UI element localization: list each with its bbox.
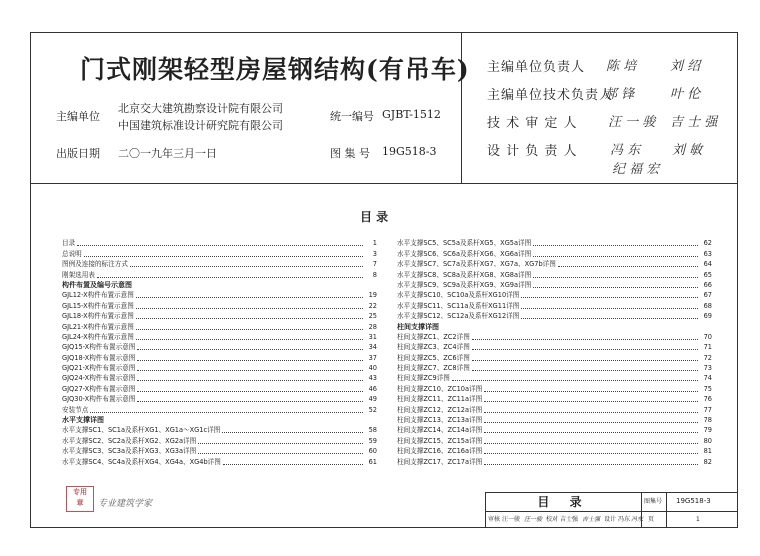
toc-entry [397, 404, 712, 414]
toc-entry [62, 259, 377, 269]
toc-entry [397, 415, 712, 425]
atlas-no-cell: 19G518-3 [676, 497, 711, 505]
toc-page-number: 63 [703, 249, 712, 258]
title-block-name: 目 录 [537, 495, 590, 509]
toc-page-number: 74 [703, 374, 712, 383]
toc-page-number: 8 [372, 270, 377, 279]
designer-name: 冯东 [618, 516, 631, 523]
toc-page-number: 28 [368, 322, 377, 331]
toc-entry [397, 394, 712, 404]
signature-4b: 刘 敏 [672, 143, 703, 158]
toc-page-number: 80 [703, 436, 712, 445]
responsible-role-3: 技 术 审 定 人 [487, 116, 578, 131]
toc-page-number: 22 [368, 301, 377, 310]
toc-entry [397, 342, 712, 352]
toc-leader-dots [484, 464, 698, 465]
toc-leader-dots [137, 401, 363, 402]
toc-leader-dots [84, 256, 363, 257]
toc-entry-title: GJL12-X构件布置示意图 [62, 291, 134, 300]
toc-entry-title: 水平支撑SC12、SC12a及系杆XG12详图 [397, 312, 520, 321]
toc-entry-title: 图例及连接的标注方式 [62, 260, 128, 269]
signature-extra: 纪 福 宏 [612, 162, 660, 177]
toc-leader-dots [484, 412, 698, 413]
toc-entry [62, 269, 377, 279]
toc-section-heading [62, 415, 377, 425]
toc-page-number: 78 [703, 416, 712, 425]
toc-entry-title: GJL15-X构件布置示意图 [62, 301, 134, 310]
toc-page-number: 31 [368, 332, 377, 341]
toc-entry [397, 435, 712, 445]
toc-leader-dots [533, 245, 698, 246]
toc-leader-dots [136, 339, 363, 340]
toc-entry-title: GJQ21-X构件布置示意图 [62, 364, 136, 373]
pub-date-label: 出版日期 [56, 147, 100, 160]
toc-page-number: 59 [368, 436, 377, 445]
toc-page-number: 69 [703, 312, 712, 321]
toc-left-column [62, 238, 377, 467]
atlas-no: 19G518-3 [382, 145, 437, 158]
toc-leader-dots [484, 401, 698, 402]
checker-name: 吉士强 [560, 516, 579, 523]
toc-leader-dots [472, 360, 698, 361]
stamp-caption: 专业建筑学家 [98, 499, 153, 509]
toc-page-number: 37 [368, 353, 377, 362]
toc-leader-dots [136, 318, 363, 319]
toc-leader-dots [533, 277, 698, 278]
toc-leader-dots [136, 308, 363, 309]
toc-page-number: 71 [703, 343, 712, 352]
toc-leader-dots [472, 339, 698, 340]
toc-entry-title: 构件布置及编号示意图 [62, 280, 132, 289]
chief-unit-label: 主编单位 [56, 110, 100, 123]
toc-entry [62, 342, 377, 352]
toc-entry-title: GJL18-X构件布置示意图 [62, 312, 134, 321]
atlas-no-label: 图 集 号 [330, 147, 370, 160]
toc-entry-title: GJL21-X构件布置示意图 [62, 322, 134, 331]
toc-entry-title: 总说明 [62, 249, 82, 258]
toc-entry-title: GJQ18-X构件布置示意图 [62, 353, 136, 362]
toc-leader-dots [137, 370, 363, 371]
page-label: 页 [648, 516, 655, 523]
toc-leader-dots [137, 391, 363, 392]
toc-entry [397, 238, 712, 248]
toc-leader-dots [222, 432, 363, 433]
toc-page-number: 3 [372, 249, 377, 258]
toc-leader-dots [136, 329, 363, 330]
toc-right-column [397, 238, 712, 467]
design-label: 设计 [604, 516, 617, 523]
toc-entry-title: 柱间支撑ZC5、ZC6详图 [397, 353, 470, 362]
responsible-role-4: 设 计 负 责 人 [487, 144, 578, 159]
signature-3a: 汪 一 骏 [608, 115, 656, 130]
toc-entry [62, 404, 377, 414]
pub-date: 二〇一九年三月一日 [118, 147, 217, 160]
toc-page-number: 82 [703, 457, 712, 466]
toc-entry-title: GJQ24-X构件布置示意图 [62, 374, 136, 383]
checker-signature: 吉士强 [582, 516, 601, 523]
title-block [485, 492, 737, 527]
toc-entry-title: 柱间支撑ZC17、ZC17a详图 [397, 457, 483, 466]
toc-page-number: 1 [372, 239, 377, 248]
toc-page-number: 7 [372, 260, 377, 269]
toc-page-number: 68 [703, 301, 712, 310]
toc-page-number: 25 [368, 312, 377, 321]
toc-entry [62, 435, 377, 445]
toc-entry [397, 300, 712, 310]
toc-leader-dots [452, 380, 698, 381]
toc-entry-title: 柱间支撑ZC15、ZC15a详图 [397, 436, 483, 445]
toc-entry [397, 280, 712, 290]
toc-entry [62, 352, 377, 362]
toc-entry [62, 383, 377, 393]
toc-entry-title: 水平支撑SC5、SC5a及系杆XG5、XG5a详图 [397, 239, 532, 248]
toc-entry-title: 刚架选用表 [62, 270, 95, 279]
toc-entry [397, 425, 712, 435]
toc-entry-title: GJQ30-X构件布置示意图 [62, 395, 136, 404]
toc-entry [62, 300, 377, 310]
toc-entry [397, 456, 712, 466]
toc-leader-dots [484, 422, 698, 423]
toc-entry [397, 332, 712, 342]
toc-leader-dots [198, 443, 363, 444]
toc-page-number: 79 [703, 426, 712, 435]
toc-leader-dots [484, 432, 698, 433]
toc-entry-title: 水平支撑SC8、SC8a及系杆XG8、XG8a详图 [397, 270, 532, 279]
toc-entry-title: GJQ27-X构件布置示意图 [62, 384, 136, 393]
review-label: 审核 [488, 516, 501, 523]
toc-entry [62, 290, 377, 300]
toc-leader-dots [223, 464, 363, 465]
toc-leader-dots [521, 308, 698, 309]
toc-entry [62, 311, 377, 321]
toc-leader-dots [533, 287, 698, 288]
signature-1a: 陈 培 [606, 59, 637, 74]
toc-entry [397, 352, 712, 362]
toc-leader-dots [521, 297, 698, 298]
toc-page-number: 61 [368, 457, 377, 466]
toc-entry-title: 安装节点 [62, 405, 89, 414]
check-label: 校对 [546, 516, 559, 523]
toc-entry-title: 柱间支撑ZC12、ZC12a详图 [397, 405, 483, 414]
reviewer-signature: 汪一骏 [524, 516, 543, 523]
toc-entry-title: 柱间支撑ZC13、ZC13a详图 [397, 416, 483, 425]
toc-title: 目 录 [360, 210, 389, 224]
toc-leader-dots [130, 266, 363, 267]
toc-page-number: 49 [368, 395, 377, 404]
toc-entry [397, 259, 712, 269]
toc-leader-dots [77, 245, 363, 246]
toc-page-number: 70 [703, 332, 712, 341]
toc-page-number: 81 [703, 447, 712, 456]
toc-entry-title: GJL24-X构件布置示意图 [62, 332, 134, 341]
toc-entry-title: 柱间支撑详图 [397, 322, 439, 331]
toc-entry-title: 柱间支撑ZC1、ZC2详图 [397, 332, 470, 341]
toc-leader-dots [137, 360, 363, 361]
responsible-role-2: 主编单位技术负责人 [487, 88, 614, 103]
toc-entry-title: 水平支撑SC6、SC6a及系杆XG6、XG6a详图 [397, 249, 532, 258]
toc-entry [397, 248, 712, 258]
toc-leader-dots [533, 256, 698, 257]
toc-page-number: 62 [703, 239, 712, 248]
toc-entry-title: 柱间支撑ZC3、ZC4详图 [397, 343, 470, 352]
signature-2a: 郝 锋 [604, 87, 635, 102]
toc-entry-title: 水平支撑SC3、SC3a及系杆XG3、XG3a详图 [62, 447, 197, 456]
page-number: 1 [696, 516, 700, 523]
toc-page-number: 60 [368, 447, 377, 456]
toc-entry-title: 水平支撑详图 [62, 416, 104, 425]
toc-page-number: 46 [368, 384, 377, 393]
signature-2b: 叶 伦 [670, 87, 701, 102]
toc-entry [62, 446, 377, 456]
toc-section-heading [397, 321, 712, 331]
toc-page-number: 34 [368, 343, 377, 352]
toc-entry-title: 柱间支撑ZC11、ZC11a详图 [397, 395, 483, 404]
toc-page-number: 64 [703, 260, 712, 269]
toc-leader-dots [90, 412, 363, 413]
toc-entry [62, 238, 377, 248]
toc-page-number: 73 [703, 364, 712, 373]
toc-leader-dots [136, 297, 363, 298]
toc-entry-title: 水平支撑SC11、SC11a及系杆XG11详图 [397, 301, 520, 310]
toc-entry [397, 383, 712, 393]
toc-entry [397, 290, 712, 300]
toc-page-number: 40 [368, 364, 377, 373]
toc-entry [397, 311, 712, 321]
toc-page-number: 67 [703, 291, 712, 300]
seal-stamp: 专用 章 [66, 486, 94, 512]
toc-entry [62, 425, 377, 435]
atlas-title: 门式刚架轻型房屋钢结构(有吊车) [80, 55, 470, 84]
toc-entry [62, 363, 377, 373]
toc-leader-dots [137, 380, 363, 381]
unified-no: GJBT-1512 [382, 108, 441, 121]
toc-page-number: 75 [703, 384, 712, 393]
toc-entry-title: 柱间支撑ZC14、ZC14a详图 [397, 426, 483, 435]
toc-entry [62, 248, 377, 258]
reviewer-name: 汪一骏 [502, 516, 521, 523]
toc-page-number: 65 [703, 270, 712, 279]
toc-entry-title: 水平支撑SC4、SC4a及系杆XG4、XG4a、XG4b详图 [62, 457, 221, 466]
toc-leader-dots [521, 318, 698, 319]
toc-leader-dots [198, 453, 363, 454]
toc-leader-dots [484, 391, 698, 392]
toc-entry-title: 柱间支撑ZC9详图 [397, 374, 450, 383]
signature-4a: 冯 东 [610, 143, 641, 158]
toc-page-number: 43 [368, 374, 377, 383]
toc-page-number: 52 [368, 405, 377, 414]
toc-leader-dots [472, 370, 698, 371]
toc-entry [62, 373, 377, 383]
toc-entry-title: 水平支撑SC9、SC9a及系杆XG9、XG9a详图 [397, 280, 532, 289]
toc-entry-title: 水平支撑SC10、SC10a及系杆XG10详图 [397, 291, 520, 300]
toc-page-number: 76 [703, 395, 712, 404]
toc-entry [62, 456, 377, 466]
toc-leader-dots [97, 277, 363, 278]
toc-entry-title: GJQ15-X构件布置示意图 [62, 343, 136, 352]
atlas-no-label-cell: 图集号 [644, 498, 663, 505]
toc-leader-dots [137, 349, 363, 350]
chief-unit-1: 北京交大建筑勘察设计院有限公司 [118, 102, 283, 115]
chief-unit-2: 中国建筑标准设计研究院有限公司 [118, 119, 283, 132]
toc-entry-title: 水平支撑SC2、SC2a及系杆XG2、XG2a详图 [62, 436, 197, 445]
toc-entry [397, 373, 712, 383]
toc-page-number: 19 [368, 291, 377, 300]
toc-entry [397, 363, 712, 373]
toc-leader-dots [484, 443, 698, 444]
toc-entry-title: 目录 [62, 239, 76, 248]
toc-page-number: 66 [703, 280, 712, 289]
toc-leader-dots [472, 349, 698, 350]
toc-leader-dots [558, 266, 698, 267]
header-separator [30, 183, 738, 184]
signature-1b: 刘 绍 [670, 59, 701, 74]
toc-entry-title: 柱间支撑ZC16、ZC16a详图 [397, 447, 483, 456]
responsible-role-1: 主编单位负责人 [487, 60, 586, 75]
toc-entry [397, 446, 712, 456]
unified-no-label: 统一编号 [330, 110, 374, 123]
toc-page-number: 58 [368, 426, 377, 435]
toc-entry-title: 柱间支撑ZC7、ZC8详图 [397, 364, 470, 373]
signature-3b: 吉 士 强 [670, 115, 718, 130]
toc-entry [62, 332, 377, 342]
toc-page-number: 77 [703, 405, 712, 414]
toc-entry-title: 水平支撑SC1、SC1a及系杆XG1、XG1a～XG1c详图 [62, 426, 221, 435]
toc-entry-title: 柱间支撑ZC10、ZC10a详图 [397, 384, 483, 393]
toc-page-number: 72 [703, 353, 712, 362]
designer-signature: 冯东 [631, 516, 644, 523]
toc-leader-dots [484, 453, 698, 454]
toc-section-heading [62, 280, 377, 290]
toc-entry-title: 水平支撑SC7、SC7a及系杆XG7、XG7a、XG7b详图 [397, 260, 556, 269]
toc-entry [62, 394, 377, 404]
toc-entry [62, 321, 377, 331]
toc-entry [397, 269, 712, 279]
